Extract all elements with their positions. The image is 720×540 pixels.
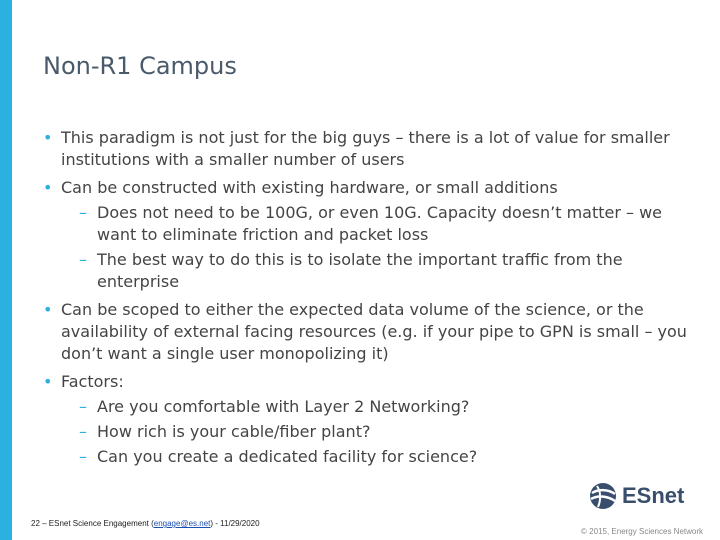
- footer-citation: [31, 519, 260, 528]
- logo-text: ESnet: [622, 483, 685, 508]
- globe-icon: [588, 481, 618, 511]
- slide-title: Non-R1 Campus: [43, 52, 237, 80]
- bullet-item: [43, 371, 693, 468]
- bullet-item: [43, 127, 693, 171]
- bullet-marker: •: [43, 178, 53, 197]
- sub-bullet-marker: –: [79, 250, 87, 269]
- sub-bullet-text: Does not need to be 100G, or even 10G. Capacity doesn’t matter – we want to eliminate friction and packet loss: [97, 203, 663, 244]
- sub-bullet-text: The best way to do this is to isolate the important traffic from the enterprise: [97, 250, 623, 291]
- sub-bullet-marker: –: [79, 422, 87, 441]
- sub-bullet-marker: –: [79, 203, 87, 222]
- sub-bullet-text: How rich is your cable/fiber plant?: [97, 422, 371, 441]
- bullet-text: This paradigm is not just for the big guys – there is a lot of value for smaller institutions with a smaller number of users: [61, 128, 670, 169]
- accent-bar: [0, 0, 12, 540]
- sub-bullet-item: [61, 202, 693, 246]
- esnet-logo: [588, 478, 700, 514]
- footer-email-link[interactable]: engage@es.net: [153, 519, 211, 528]
- footer-prefix: 22 – ESnet Science Engagement (: [31, 519, 154, 528]
- bullet-text: Can be constructed with existing hardware, or small additions: [61, 178, 558, 197]
- sub-bullet-item: [61, 249, 693, 293]
- footer-copyright: © 2015, Energy Sciences Network: [581, 527, 703, 536]
- bullet-marker: •: [43, 300, 53, 319]
- bullet-item: [43, 299, 693, 365]
- sub-bullet-item: [61, 421, 693, 443]
- sub-bullet-text: Are you comfortable with Layer 2 Networking?: [97, 397, 470, 416]
- bullet-item: [43, 177, 693, 293]
- sub-bullet-marker: –: [79, 447, 87, 466]
- sub-bullet-item: [61, 446, 693, 468]
- sub-bullet-item: [61, 396, 693, 418]
- bullet-text: Factors:: [61, 372, 124, 391]
- bullet-text: Can be scoped to either the expected data volume of the science, or the availability of external facing resources (e.g. if your pipe to GPN is small – you don’t want a single user monopolizing it): [61, 300, 687, 363]
- bullet-list: [43, 127, 693, 474]
- sub-bullet-marker: –: [79, 397, 87, 416]
- bullet-marker: •: [43, 128, 53, 147]
- footer-suffix: ) - 11/29/2020: [210, 519, 260, 528]
- bullet-marker: •: [43, 372, 53, 391]
- sub-bullet-text: Can you create a dedicated facility for science?: [97, 447, 478, 466]
